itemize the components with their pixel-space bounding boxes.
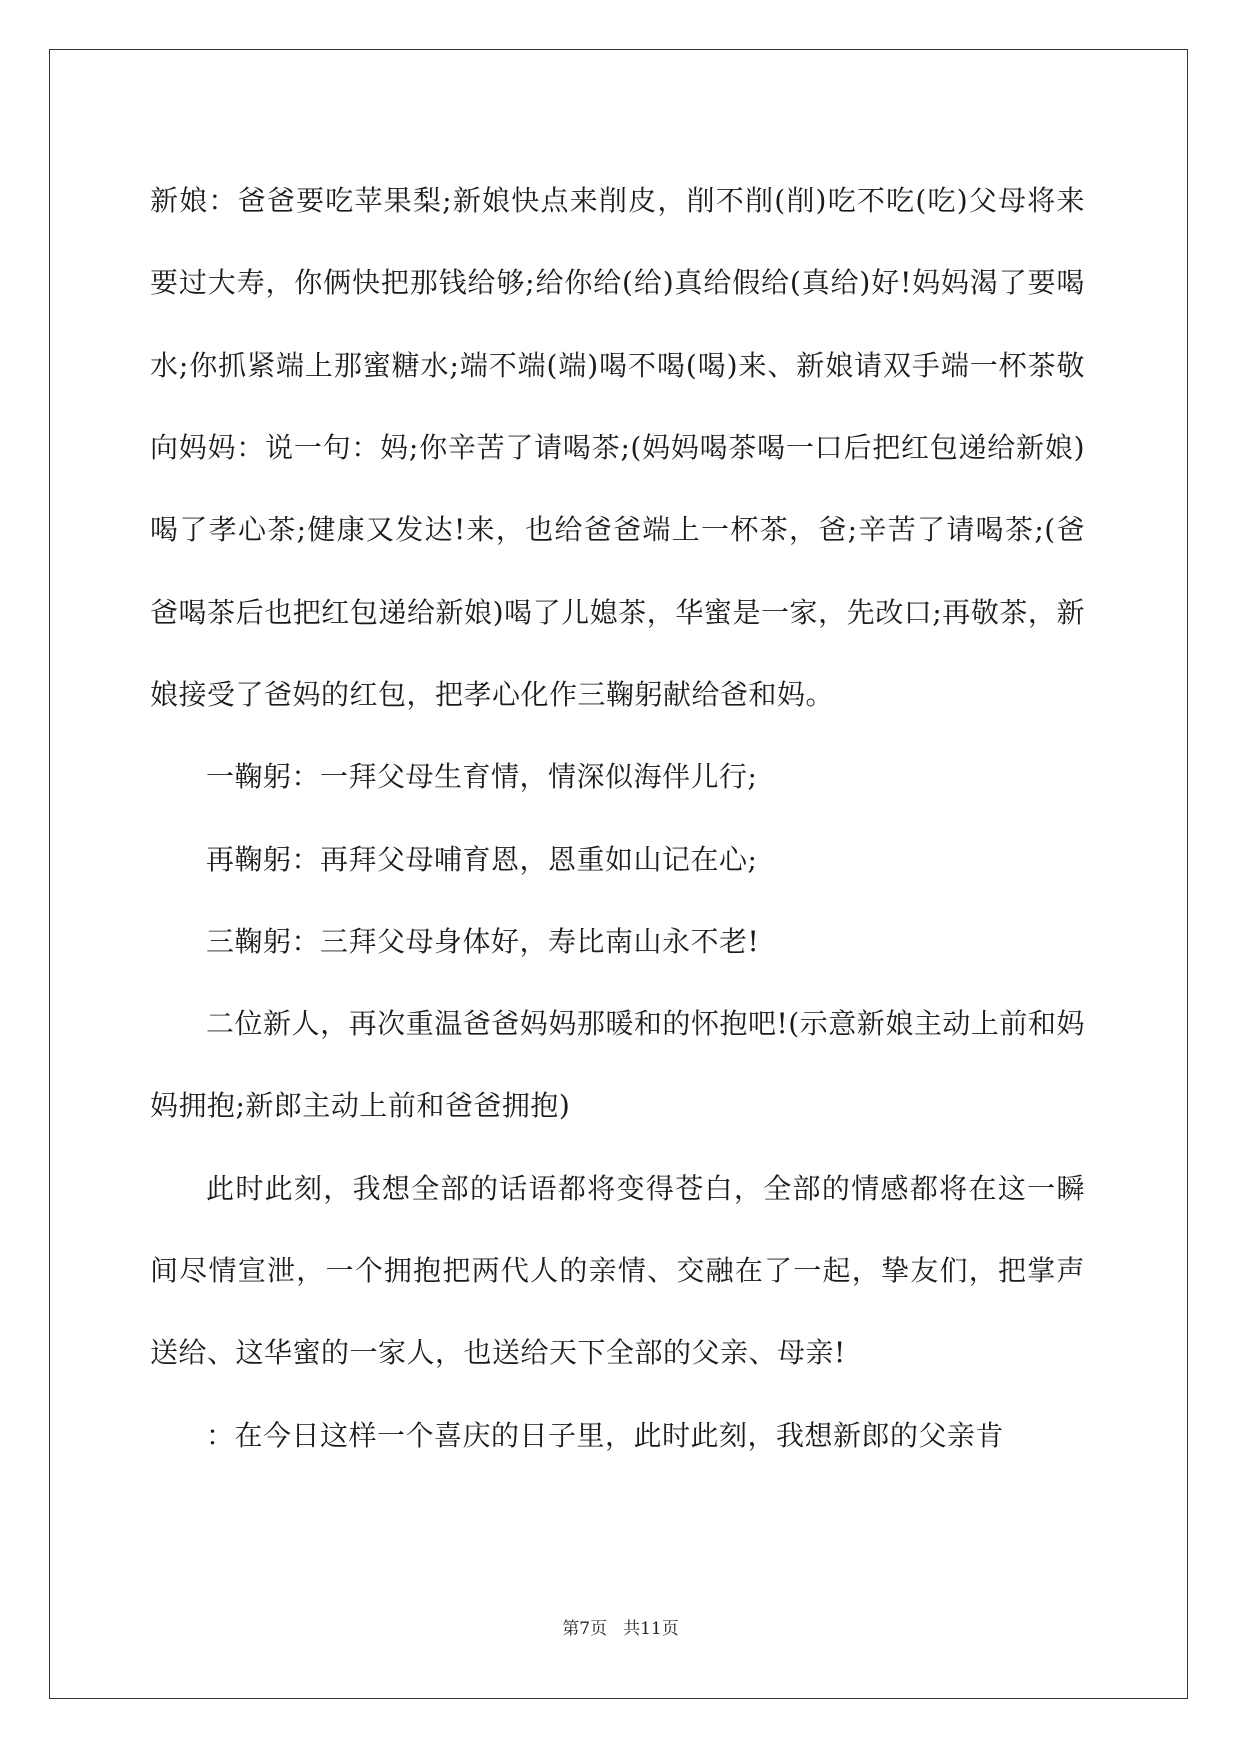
page-footer [0,1614,1241,1639]
document-body [150,160,1085,1477]
paragraph-father: ：在今日这样一个喜庆的日子里，此时此刻，我想新郎的父亲肯 [206,1418,1005,1452]
page-total: 共11页 [623,1619,679,1639]
paragraph-embrace: 二位新人，再次重温爸爸妈妈那暖和的怀抱吧!(示意新娘主动上前和妈妈拥抱;新郎主动上前和爸爸拥抱) [150,1007,1085,1123]
paragraph-second-bow: 再鞠躬：再拜父母哺育恩，恩重如山记在心; [206,842,758,876]
paragraph-this-moment: 此时此刻，我想全部的话语都将变得苍白，全部的情感都将在这一瞬间尽情宣泄，一个拥抱把两代人的亲情、交融在了一起，挚友们，把掌声送给、这华蜜的一家人，也送给天下全部的父亲、母亲! [150,1171,1085,1370]
paragraph-first-bow: 一鞠躬：一拜父母生育情，情深似海伴儿行; [206,760,758,794]
paragraph-tea-ceremony: 新娘：爸爸要吃苹果梨;新娘快点来削皮，削不削(削)吃不吃(吃)父母将来要过大寿，你俩快把那钱给够;给你给(给)真给假给(真给)好!妈妈渴了要喝水;你抓紧端上那蜜糖水;端不端(端)喝不喝(喝)来、新娘请双手端一杯茶敬向妈妈：说一句：妈;你辛苦了请喝茶;(妈妈喝茶喝一口后把红包递给新娘)喝了孝心茶;健康又发达!来，也给爸爸端上一杯茶，爸;辛苦了请喝茶;(爸爸喝茶后也把红包递给新娘)喝了儿媳茶，华蜜是一家，先改口;再敬茶，新娘接受了爸妈的红包，把孝心化作三鞠躬献给爸和妈。 [150,184,1085,711]
paragraph-third-bow: 三鞠躬：三拜父母身体好，寿比南山永不老! [206,924,760,958]
page-number: 第7页 [562,1619,608,1639]
